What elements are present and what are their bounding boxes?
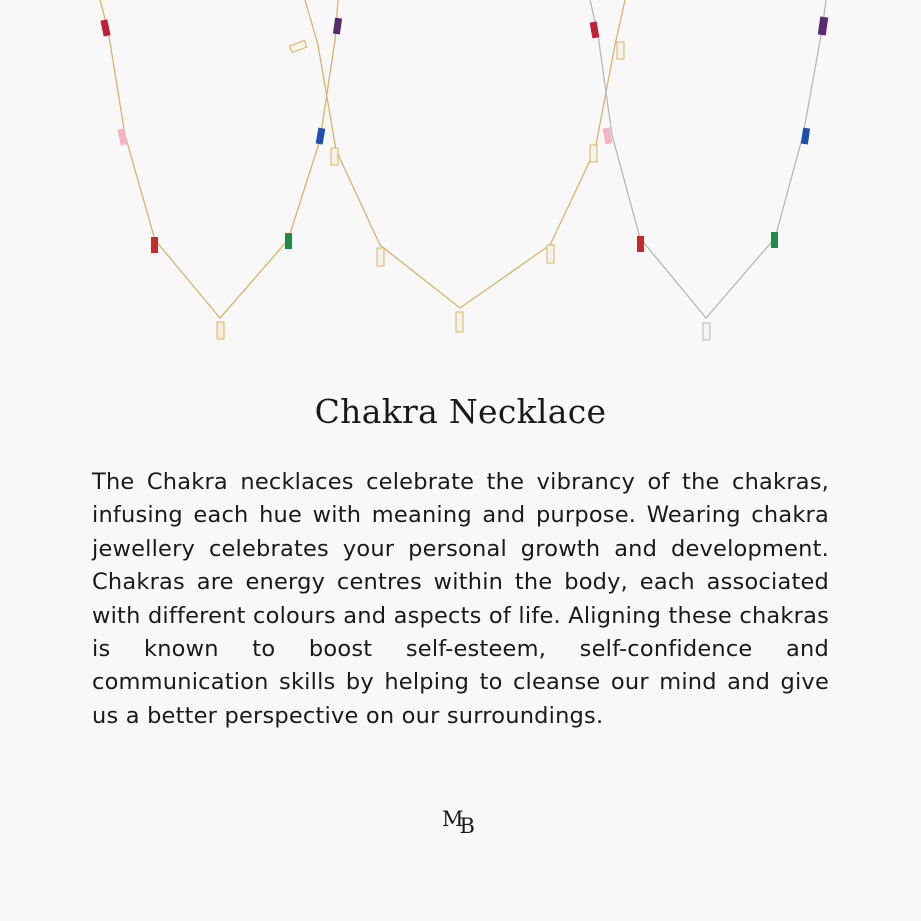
gem-red	[151, 237, 158, 253]
gold-necklace-left	[100, 0, 342, 339]
gem-green-s	[771, 232, 778, 248]
gem-clear-s	[703, 323, 710, 340]
gem-clear-b	[331, 148, 338, 165]
silver-necklace-right	[590, 0, 829, 340]
gem-pink	[117, 128, 127, 145]
gem-clear-f	[590, 145, 597, 162]
gem-blue	[316, 128, 326, 145]
gem-clear	[217, 322, 224, 339]
gold-necklace-middle	[289, 0, 625, 332]
brand-monogram: MB	[442, 807, 475, 838]
brand-logo	[0, 807, 921, 838]
gem-ruby	[100, 19, 110, 36]
gem-blue-s	[801, 128, 810, 145]
gem-clear-e	[547, 245, 554, 263]
description-text: The Chakra necklaces celebrate the vibrancy of the chakras, infusing each hue with meaning and purpose. Wearing chakra jewellery celebrates your personal growth and development. Chakras are energy centres within the body, each associated with different colours and aspects of life. Aligning these chakras is known to boost self-esteem, self-confidence and communication skills by helping to cleanse our mind and give us a better perspective on our surroundings.	[92, 469, 829, 729]
gem-clear-d	[456, 312, 463, 332]
page-title: Chakra Necklace	[314, 392, 607, 431]
gem-green	[285, 233, 292, 249]
gem-clear-c	[377, 248, 384, 266]
gem-purple	[333, 18, 342, 35]
gem-purple-s	[818, 17, 828, 36]
gem-red-s	[637, 236, 644, 252]
gem-clear-g	[617, 42, 624, 59]
necklace-photo	[0, 0, 921, 360]
gem-clear-a	[289, 40, 306, 52]
gem-ruby-s	[590, 21, 600, 38]
